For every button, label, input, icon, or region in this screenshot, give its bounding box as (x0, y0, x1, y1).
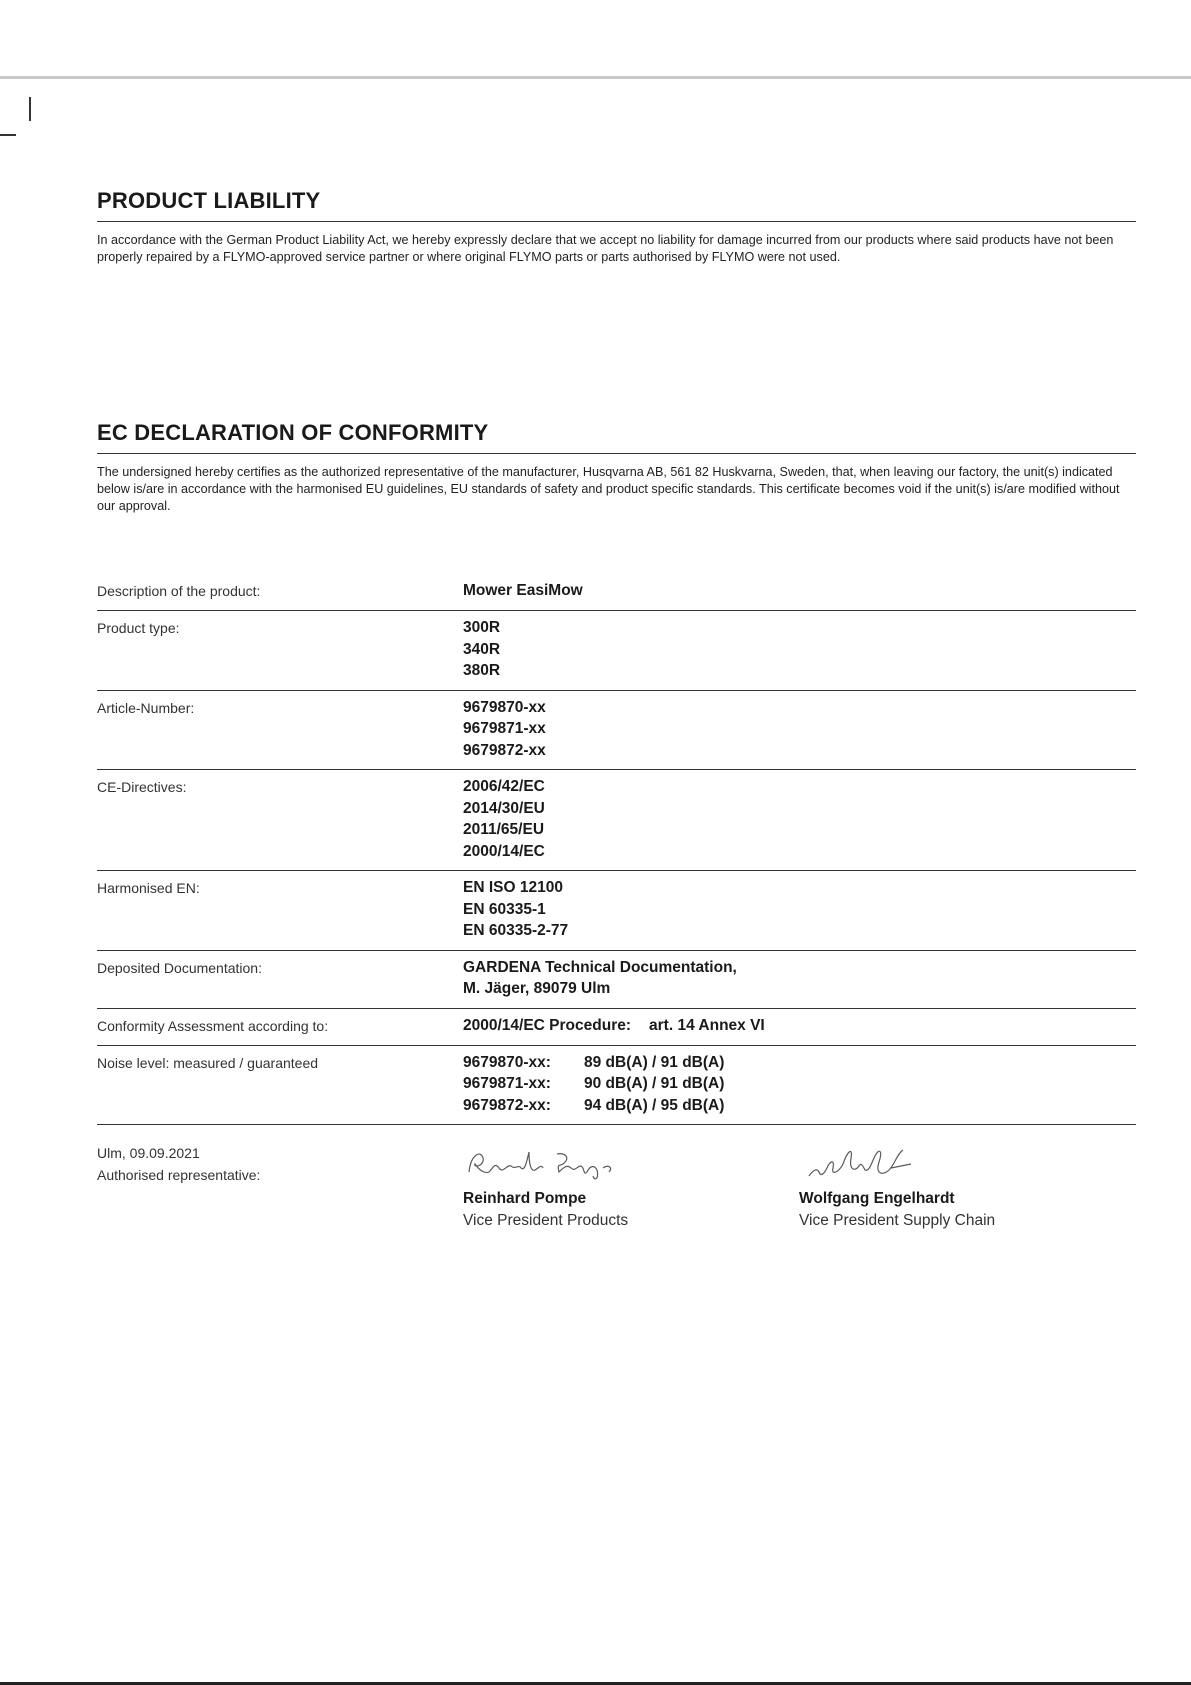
ce-directive-value: 2011/65/EU (463, 821, 545, 838)
conformity-assessment-value (463, 1015, 1136, 1037)
signature-block (97, 1142, 1136, 1252)
table-row-product-type (97, 611, 1136, 691)
harmonised-en-label: Harmonised EN: (97, 880, 200, 896)
product-type-value: 340R (463, 640, 501, 658)
harmonised-en-value: EN 60335-2-77 (463, 922, 569, 939)
table-row-ce-directives (97, 770, 1136, 871)
signer-name: Wolfgang Engelhardt (799, 1190, 955, 1207)
ce-directives-values (463, 776, 1136, 862)
table-row-deposited-documentation (97, 951, 1136, 1009)
product-liability-heading: PRODUCT LIABILITY (97, 188, 1136, 222)
noise-level-entry (463, 1073, 1136, 1095)
ec-declaration-section (97, 420, 1136, 515)
noise-level-label: Noise level: measured / guaranteed (97, 1054, 319, 1071)
description-value: Mower EasiMow (463, 582, 583, 599)
ce-directive-value: 2014/30/EU (463, 799, 545, 817)
signer-reinhard-pompe (463, 1142, 643, 1232)
noise-value: 89 dB(A) / 91 dB(A) (584, 1053, 725, 1071)
product-type-values (463, 617, 1136, 682)
table-row-description (97, 574, 1136, 611)
ce-directive-value: 2006/42/EC (463, 778, 545, 795)
product-type-value: 380R (463, 662, 501, 679)
harmonised-en-value: EN 60335-1 (463, 900, 546, 918)
article-number-values (463, 697, 1136, 762)
harmonised-en-value: EN ISO 12100 (463, 879, 563, 896)
harmonised-en-values (463, 877, 1136, 942)
deposited-documentation-value: GARDENA Technical Documentation, (463, 958, 737, 976)
table-row-article-number (97, 691, 1136, 771)
ec-declaration-text: The undersigned hereby certifies as the authorized representative of the manufacturer, Husqvarna AB, 561 82 Huskvarna, Sweden, that, when leaving our factory, the unit(s) indicated below is/are in accordance with the harmonised EU guidelines, EU standards of safety and product specific standards. This certificate becomes void if the unit(s) is/are modified without our approval. (97, 465, 1120, 513)
signer-wolfgang-engelhardt (799, 1142, 995, 1232)
signature-place-date-block (97, 1142, 260, 1186)
place-date: Ulm, 09.09.2021 (97, 1145, 200, 1161)
authorised-representative-label: Authorised representative: (97, 1167, 261, 1183)
noise-level-entry (463, 1095, 1136, 1117)
product-type-value: 300R (463, 619, 501, 636)
table-row-noise-level (97, 1046, 1136, 1126)
noise-article: 9679871-xx: (463, 1075, 551, 1092)
noise-article: 9679870-xx: (463, 1053, 551, 1071)
table-row-conformity-assessment (97, 1009, 1136, 1046)
crop-mark-vertical (29, 97, 31, 121)
deposited-documentation-values (463, 957, 1136, 1000)
description-label: Description of the product: (97, 583, 261, 599)
table-row-harmonised-en (97, 871, 1136, 951)
ec-declaration-heading: EC DECLARATION OF CONFORMITY (97, 420, 1136, 454)
article-number-value: 9679872-xx (463, 741, 546, 759)
deposited-documentation-value: M. Jäger, 89079 Ulm (463, 980, 611, 997)
conformity-table (97, 574, 1136, 1125)
article-number-label: Article-Number: (97, 699, 195, 716)
handwritten-signature-pompe (463, 1142, 643, 1186)
signer-name: Reinhard Pompe (463, 1190, 587, 1207)
top-divider (0, 76, 1191, 79)
noise-value: 94 dB(A) / 95 dB(A) (584, 1096, 725, 1114)
annex-text: art. 14 Annex VI (649, 1016, 765, 1034)
ce-directive-value: 2000/14/EC (463, 842, 545, 860)
crop-mark-horizontal (0, 134, 16, 136)
conformity-assessment-label: Conformity Assessment according to: (97, 1017, 329, 1034)
conformity-assessment-values (463, 1015, 1136, 1037)
handwritten-signature-engelhardt (799, 1142, 979, 1186)
article-number-value: 9679870-xx (463, 698, 546, 716)
ce-directives-label: CE-Directives: (97, 779, 187, 795)
noise-level-entry (463, 1052, 1136, 1074)
signer-title: Vice President Supply Chain (799, 1212, 996, 1229)
signer-title: Vice President Products (463, 1212, 629, 1229)
deposited-documentation-label: Deposited Documentation: (97, 959, 262, 976)
noise-article: 9679872-xx: (463, 1096, 551, 1114)
noise-level-values (463, 1052, 1136, 1117)
article-number-value: 9679871-xx (463, 720, 546, 737)
noise-value: 90 dB(A) / 91 dB(A) (584, 1075, 725, 1092)
product-liability-text: In accordance with the German Product Liability Act, we hereby expressly declare that we accept no liability for damage incurred from our products where said products have not been properly repaired by a FLYMO-approved service partner or where original FLYMO parts or parts authorised by FLYMO were not used. (97, 233, 1114, 264)
product-liability-section (97, 188, 1136, 266)
description-value-list (463, 580, 1136, 602)
product-type-label: Product type: (97, 620, 180, 636)
procedure-text: 2000/14/EC Procedure: (463, 1016, 632, 1034)
